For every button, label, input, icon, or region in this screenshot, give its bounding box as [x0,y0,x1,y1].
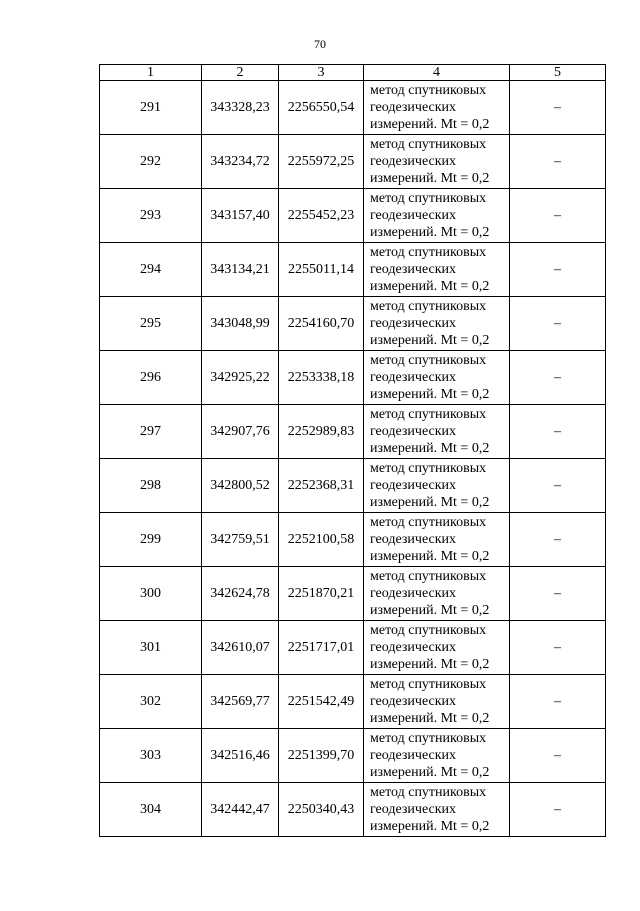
method-cell [364,675,510,729]
note-cell: – [510,729,606,783]
method-cell [364,243,510,297]
method-line: метод спутниковых [370,677,487,692]
note-cell: – [510,189,606,243]
table-row [100,135,606,189]
note-cell: – [510,351,606,405]
x-coordinate-cell: 343234,72 [202,135,279,189]
header-col-5: 5 [510,65,606,81]
y-coordinate-cell: 2253338,18 [279,351,364,405]
point-number-cell: 299 [100,513,202,567]
note-cell: – [510,675,606,729]
x-coordinate-cell: 342925,22 [202,351,279,405]
note-cell: – [510,81,606,135]
x-coordinate-cell: 342624,78 [202,567,279,621]
point-number-cell: 298 [100,459,202,513]
method-line: метод спутниковых [370,83,487,98]
method-line: метод спутниковых [370,785,487,800]
method-line: измерений. Mt = 0,2 [370,495,490,510]
method-cell [364,459,510,513]
method-line: геодезических [370,100,457,115]
point-number-cell: 301 [100,621,202,675]
method-line: метод спутниковых [370,353,487,368]
method-line: метод спутниковых [370,299,487,314]
table-row [100,459,606,513]
method-line: метод спутниковых [370,515,487,530]
y-coordinate-cell: 2255452,23 [279,189,364,243]
table-row [100,405,606,459]
table-header [100,65,606,81]
method-line: измерений. Mt = 0,2 [370,333,490,348]
method-line: геодезических [370,262,457,277]
x-coordinate-cell: 342569,77 [202,675,279,729]
method-line: измерений. Mt = 0,2 [370,279,490,294]
y-coordinate-cell: 2254160,70 [279,297,364,351]
method-line: геодезических [370,316,457,331]
method-line: метод спутниковых [370,461,487,476]
method-cell [364,189,510,243]
table-body [100,81,606,837]
point-number-cell: 291 [100,81,202,135]
method-line: измерений. Mt = 0,2 [370,117,490,132]
method-line: геодезических [370,640,457,655]
x-coordinate-cell: 342610,07 [202,621,279,675]
table-row [100,567,606,621]
method-line: измерений. Mt = 0,2 [370,387,490,402]
method-line: измерений. Mt = 0,2 [370,819,490,834]
coordinates-table [99,64,606,837]
method-cell [364,405,510,459]
method-line: метод спутниковых [370,191,487,206]
header-col-1: 1 [100,65,202,81]
point-number-cell: 294 [100,243,202,297]
method-line: геодезических [370,370,457,385]
method-cell [364,135,510,189]
method-line: измерений. Mt = 0,2 [370,657,490,672]
y-coordinate-cell: 2256550,54 [279,81,364,135]
table-row [100,81,606,135]
y-coordinate-cell: 2255011,14 [279,243,364,297]
y-coordinate-cell: 2252368,31 [279,459,364,513]
method-cell [364,513,510,567]
method-cell [364,567,510,621]
y-coordinate-cell: 2250340,43 [279,783,364,837]
method-line: измерений. Mt = 0,2 [370,549,490,564]
method-line: геодезических [370,532,457,547]
point-number-cell: 297 [100,405,202,459]
x-coordinate-cell: 343157,40 [202,189,279,243]
table-row [100,783,606,837]
method-line: измерений. Mt = 0,2 [370,441,490,456]
x-coordinate-cell: 342516,46 [202,729,279,783]
method-line: метод спутниковых [370,407,487,422]
x-coordinate-cell: 343328,23 [202,81,279,135]
point-number-cell: 300 [100,567,202,621]
page-number: 70 [314,37,326,51]
header-col-4: 4 [364,65,510,81]
method-line: измерений. Mt = 0,2 [370,171,490,186]
method-cell [364,783,510,837]
point-number-cell: 292 [100,135,202,189]
x-coordinate-cell: 342800,52 [202,459,279,513]
header-row [100,65,606,81]
table-row [100,729,606,783]
method-line: геодезических [370,802,457,817]
method-cell [364,351,510,405]
point-number-cell: 303 [100,729,202,783]
method-line: геодезических [370,586,457,601]
method-line: метод спутниковых [370,731,487,746]
method-line: геодезических [370,154,457,169]
method-cell [364,81,510,135]
y-coordinate-cell: 2252100,58 [279,513,364,567]
table-row [100,621,606,675]
method-line: измерений. Mt = 0,2 [370,603,490,618]
method-line: метод спутниковых [370,245,487,260]
x-coordinate-cell: 343048,99 [202,297,279,351]
point-number-cell: 302 [100,675,202,729]
table-row [100,189,606,243]
method-line: измерений. Mt = 0,2 [370,225,490,240]
table-row [100,351,606,405]
method-line: геодезических [370,694,457,709]
table-row [100,513,606,567]
table-row [100,297,606,351]
x-coordinate-cell: 342442,47 [202,783,279,837]
method-line: метод спутниковых [370,137,487,152]
method-line: геодезических [370,748,457,763]
note-cell: – [510,567,606,621]
note-cell: – [510,621,606,675]
y-coordinate-cell: 2252989,83 [279,405,364,459]
x-coordinate-cell: 342759,51 [202,513,279,567]
y-coordinate-cell: 2251870,21 [279,567,364,621]
note-cell: – [510,783,606,837]
table-row [100,675,606,729]
x-coordinate-cell: 343134,21 [202,243,279,297]
note-cell: – [510,405,606,459]
x-coordinate-cell: 342907,76 [202,405,279,459]
point-number-cell: 304 [100,783,202,837]
y-coordinate-cell: 2255972,25 [279,135,364,189]
note-cell: – [510,459,606,513]
note-cell: – [510,513,606,567]
method-line: измерений. Mt = 0,2 [370,765,490,780]
y-coordinate-cell: 2251542,49 [279,675,364,729]
table-row [100,243,606,297]
method-cell [364,297,510,351]
method-line: геодезических [370,424,457,439]
y-coordinate-cell: 2251399,70 [279,729,364,783]
point-number-cell: 296 [100,351,202,405]
method-line: метод спутниковых [370,569,487,584]
point-number-cell: 295 [100,297,202,351]
method-cell [364,621,510,675]
note-cell: – [510,297,606,351]
point-number-cell: 293 [100,189,202,243]
method-line: метод спутниковых [370,623,487,638]
header-col-3: 3 [279,65,364,81]
method-line: измерений. Mt = 0,2 [370,711,490,726]
method-line: геодезических [370,208,457,223]
method-line: геодезических [370,478,457,493]
method-cell [364,729,510,783]
note-cell: – [510,243,606,297]
note-cell: – [510,135,606,189]
y-coordinate-cell: 2251717,01 [279,621,364,675]
header-col-2: 2 [202,65,279,81]
